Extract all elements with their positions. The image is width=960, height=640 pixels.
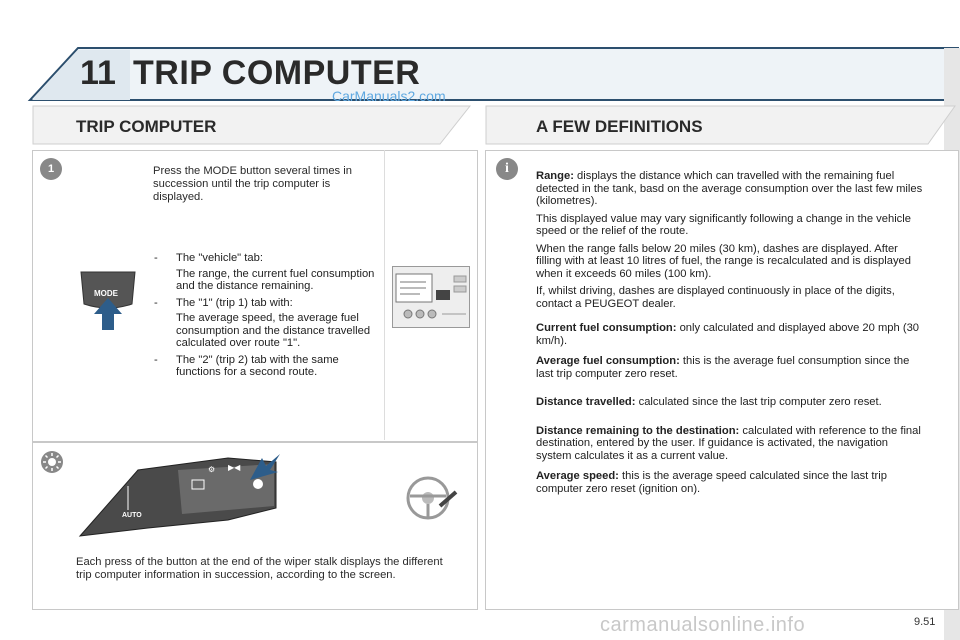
distance-remaining-definition: Distance remaining to the destination: calculated with reference to the final destination, entered by the user. If guidance is activated, the navigation system calculates it as a current value. (536, 424, 921, 462)
pointer-arrow (248, 452, 282, 482)
chapter-number: 11 (80, 54, 116, 92)
svg-text:⚙: ⚙ (208, 465, 216, 474)
range-paragraph-4: If, whilst driving, dashes are displayed continuously in place of the digits, contact a PEUGEOT dealer. (536, 285, 895, 310)
range-definition: Range: displays the distance which can travelled with the remaining fuel detected in the tank, basd on the average consumption over the last few miles (kilometres). (536, 170, 923, 207)
current-consumption-definition: Current fuel consumption: only calculated and displayed above 20 mph (30 km/h). (536, 322, 920, 347)
tab-list (154, 252, 376, 383)
distance-travelled-definition: Distance travelled: calculated since the last trip computer zero reset. (536, 396, 882, 408)
panel-divider (384, 150, 385, 440)
header-watermark: CarManuals2.com (332, 88, 446, 104)
tab-item-trip1: - The "1" (trip 1) tab with: The average speed, the average fuel consumption and the distance travelled calculated over route "1". (154, 296, 371, 349)
intro-text: Press the MODE button several times in succession until the trip computer is displayed. (153, 165, 352, 203)
definitions-block (536, 170, 926, 500)
auto-label: AUTO (122, 512, 142, 519)
light-icon (40, 450, 64, 474)
average-consumption-definition: Average fuel consumption: this is the average fuel consumption since the last trip computer zero reset. (536, 355, 910, 380)
tab-item-trip2: - The "2" (trip 2) tab with the same functions for a second route. (154, 353, 339, 378)
average-speed-definition: Average speed: this is the average speed calculated since the last trip computer zero reset (ignition on). (536, 470, 887, 495)
mode-button-illustration (78, 268, 138, 332)
tab-item-vehicle: - The "vehicle" tab: The range, the current fuel consumption and the distance remaining. (154, 252, 375, 292)
chapter-title: TRIP COMPUTER (133, 54, 421, 92)
info-icon: i (496, 158, 518, 180)
range-paragraph-2: This displayed value may vary significantly following a change in the vehicle speed or the relief of the route. (536, 212, 911, 237)
step-number-badge: 1 (40, 158, 62, 180)
footer-watermark: carmanualsonline.info (600, 614, 806, 636)
wiper-note: Each press of the button at the end of the wiper stalk displays the different trip computer information in succession, according to the screen. (76, 556, 443, 581)
right-section-title: A FEW DEFINITIONS (536, 117, 703, 136)
page-number: 9.51 (914, 616, 936, 628)
radio-unit-illustration (392, 266, 470, 328)
svg-text:▶◀: ▶◀ (228, 463, 241, 472)
left-section-title: TRIP COMPUTER (76, 117, 217, 136)
mode-button-label: MODE (94, 289, 118, 298)
range-paragraph-3: When the range falls below 20 miles (30 km), dashes are displayed. After filling with at least 10 litres of fuel, the range is recalculated and is displayed when it exceeds 60 miles (100 km). (536, 242, 911, 280)
steering-wheel-icon (404, 470, 460, 526)
